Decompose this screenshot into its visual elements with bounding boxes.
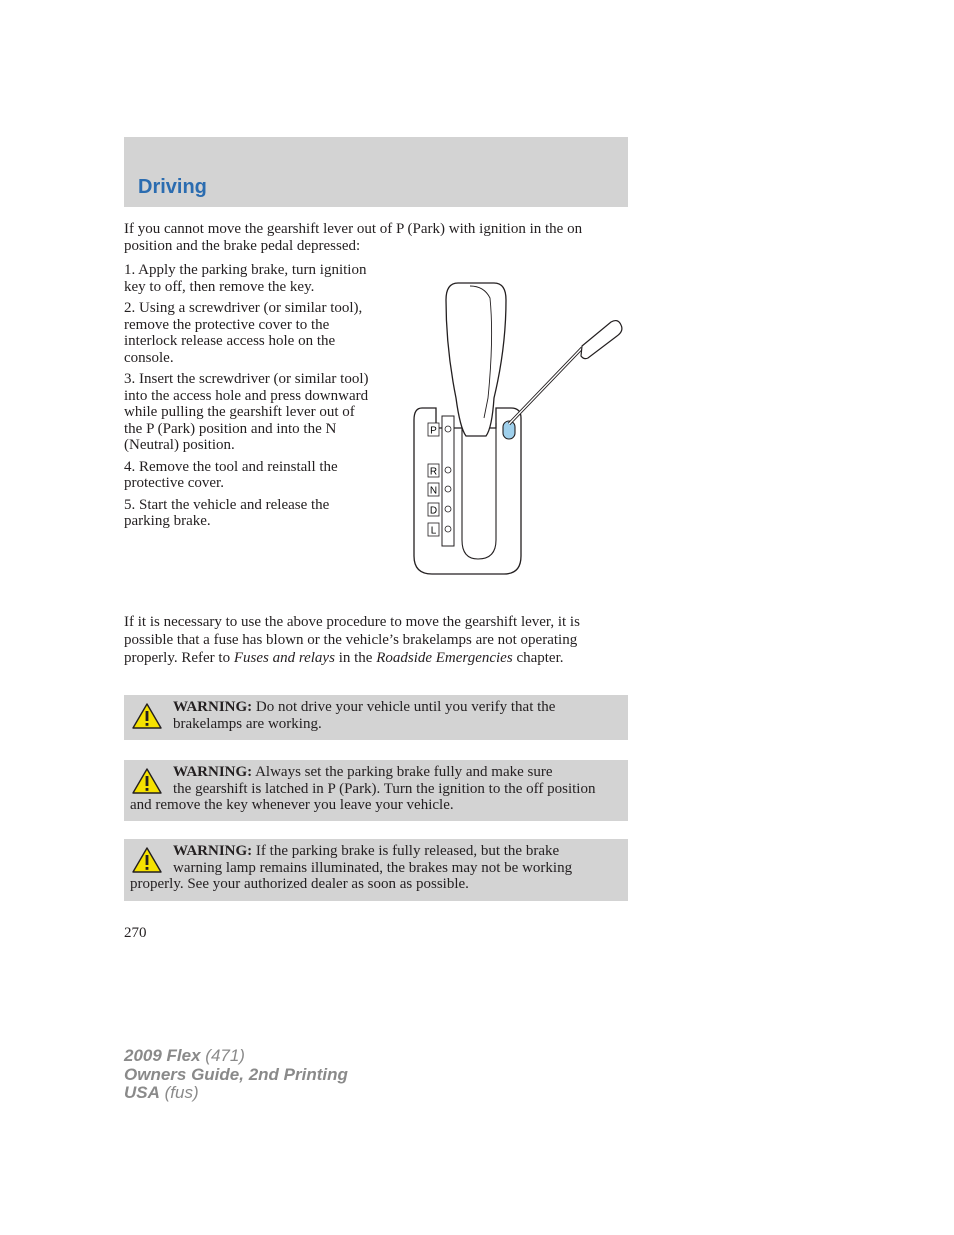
- warning-box-2: [124, 760, 628, 821]
- step-3: 3. Insert the screwdriver (or similar tool) into the access hole and press downward while pulling the gearshift lever out of the P (Park) position and into the N (Neutral) position.: [124, 371, 369, 453]
- warning-box-3: [124, 839, 628, 901]
- warning-text-3: WARNING: If the parking brake is fully released, but the brake warning lamp remains illuminated, the brakes may not be working properly. See your authorized dealer as soon as possible.: [130, 843, 573, 892]
- gear-label-r: R: [429, 466, 438, 478]
- warning-label: WARNING:: [173, 843, 253, 859]
- step-4: 4. Remove the tool and reinstall the protective cover.: [124, 458, 338, 491]
- warning-label: WARNING:: [173, 764, 253, 780]
- warning-triangle-icon: [131, 702, 163, 730]
- fuse-note-text: If it is necessary to use the above procedure to move the gearshift lever, it is possible that a fuse has blown or the vehicle’s brakelamps are not operating properly. Refer to: [124, 614, 580, 666]
- footer-line-2: Owners Guide, 2nd Printing: [124, 1064, 348, 1084]
- step-5: 5. Start the vehicle and release the parking brake.: [124, 496, 330, 529]
- gear-dot-r: [445, 467, 451, 473]
- step-1: 1. Apply the parking brake, turn ignition key to off, then remove the key.: [124, 262, 367, 295]
- document-footer: [124, 1047, 348, 1103]
- warning-triangle-icon: [131, 767, 163, 795]
- gear-dot-n: [445, 486, 451, 492]
- step-2: 2. Using a screwdriver (or similar tool), remove the protective cover to the interlock release access hole on the console.: [124, 300, 363, 366]
- footer-line-3: USA (fus): [124, 1083, 199, 1102]
- fuses-relays-reference: Fuses and relays: [233, 650, 335, 666]
- procedure-steps: [124, 262, 374, 535]
- fuse-note-text-3: chapter.: [512, 650, 564, 666]
- warning-text-1: WARNING: Do not drive your vehicle until you verify that the brakelamps are working.: [173, 699, 556, 732]
- gear-label-l: L: [430, 525, 437, 537]
- warning-label: WARNING:: [173, 699, 253, 715]
- footer-line-1: 2009 Flex (471): [124, 1046, 245, 1065]
- warning-text-2: WARNING: Always set the parking brake fully and make sure the gearshift is latched in P (Park). Turn the ignition to the off position and remove the key whenever you leave your vehicle.: [130, 764, 596, 813]
- gear-label-d: D: [429, 505, 438, 517]
- gear-dot-d: [445, 506, 451, 512]
- gearshift-diagram: [406, 278, 636, 578]
- intro-paragraph: If you cannot move the gearshift lever out of P (Park) with ignition in the on position and the brake pedal depressed:: [124, 221, 583, 254]
- warning-triangle-icon: [131, 846, 163, 874]
- fuse-note-paragraph: [124, 613, 624, 667]
- gear-label-n: N: [429, 485, 438, 497]
- gear-dot-l: [445, 526, 451, 532]
- fuse-note-text-2: in the: [334, 650, 377, 666]
- gear-dot-p: [445, 426, 451, 432]
- screwdriver-handle: [581, 321, 622, 359]
- warning-box-1: [124, 695, 628, 740]
- page-number: 270: [124, 925, 147, 941]
- roadside-emergencies-reference: Roadside Emergencies: [376, 650, 513, 666]
- gear-label-p: P: [430, 425, 437, 437]
- gearshift-release-illustration: [406, 278, 636, 578]
- section-title: Driving: [138, 176, 207, 198]
